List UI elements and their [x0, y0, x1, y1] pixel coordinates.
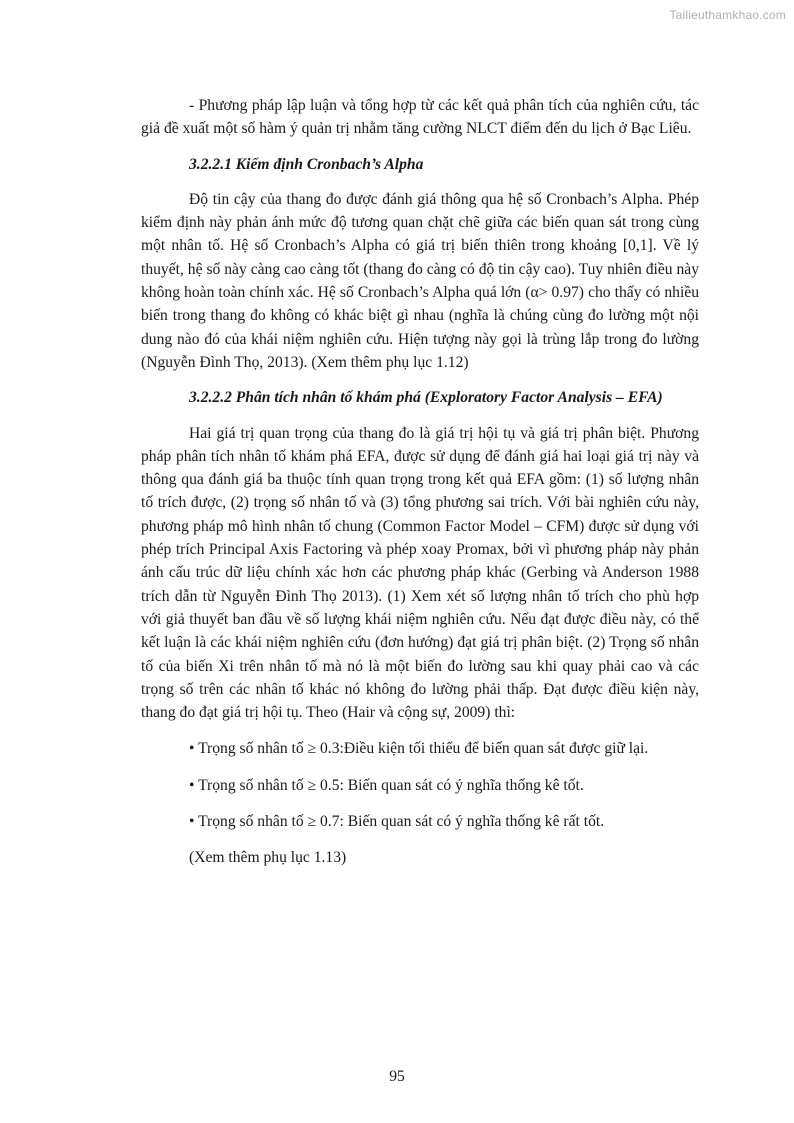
- bullet-loading-0-3: • Trọng số nhân tố ≥ 0.3:Điều kiện tối thiểu để biến quan sát được giữ lại.: [189, 740, 649, 758]
- page-number: 95: [389, 1068, 405, 1085]
- page-body: [141, 94, 699, 870]
- heading-efa: 3.2.2.2 Phân tích nhân tố khám phá (Exploratory Factor Analysis – EFA): [189, 389, 663, 407]
- bullet-loading-0-7: • Trọng số nhân tố ≥ 0.7: Biến quan sát có ý nghĩa thống kê rất tốt.: [189, 813, 605, 831]
- watermark: Tailieuthamkhao.com: [669, 8, 786, 22]
- paragraph-efa: Hai giá trị quan trọng của thang đo là giá trị hội tụ và giá trị phân biệt. Phương pháp phân tích nhân tố khám phá EFA, được sử dụng để đánh giá hai loại giá trị này và thông qua đánh giá ba thuộc tính quan trọng trong kết quả EFA gồm: (1) số lượng nhân tố trích được, (2) trọng số nhân tố và (3) tổng phương sai trích. Với bài nghiên cứu này, phương pháp mô hình nhân tố chung (Common Factor Model – CFM) được sử dụng với phép trích Principal Axis Factoring và phép xoay Promax, bởi vì phương pháp này phản ánh cấu trúc dữ liệu chính xác hơn các phương pháp khác (Gerbing và Anderson 1988 trích dẫn từ Nguyễn Đình Thọ 2013). (1) Xem xét số lượng nhân tố trích cho phù hợp với giả thuyết ban đầu về số lượng khái niệm nghiên cứu. Nếu đạt được điều này, có thể kết luận là các khái niệm nghiên cứu (đơn hướng) đạt giá trị phân biệt. (2) Trọng số nhân tố của biến Xi trên nhân tố mà nó là một biến đo lường sau khi quay phải cao và các trọng số trên các nhân tố khác nó không đo lường phải thấp. Đạt được điều kiện này, thang đo đạt giá trị hội tụ. Theo (Hair và cộng sự, 2009) thì:: [141, 424, 699, 722]
- bullet-loading-0-5: • Trọng số nhân tố ≥ 0.5: Biến quan sát có ý nghĩa thống kê tốt.: [189, 776, 584, 794]
- appendix-reference: (Xem thêm phụ lục 1.13): [189, 849, 347, 867]
- paragraph-methods-summary: - Phương pháp lập luận và tổng hợp từ các kết quả phân tích của nghiên cứu, tác giả đề xuất một số hàm ý quản trị nhằm tăng cường NLCT điểm đến du lịch ở Bạc Liêu.: [141, 97, 699, 138]
- heading-cronbach-alpha: 3.2.2.1 Kiểm định Cronbach’s Alpha: [189, 155, 424, 173]
- paragraph-cronbach-alpha: Độ tin cậy của thang đo được đánh giá thông qua hệ số Cronbach’s Alpha. Phép kiểm định này phản ánh mức độ tương quan chặt chẽ giữa các biến quan sát trong cùng một nhân tố. Hệ số Cronbach’s Alpha có giá trị biến thiên trong khoảng [0,1]. Về lý thuyết, hệ số này càng cao càng tốt (thang đo càng có độ tin cậy cao). Tuy nhiên điều này không hoàn toàn chính xác. Hệ số Cronbach’s Alpha quá lớn (α> 0.97) cho thấy có nhiều biến trong thang đo không có khác biệt gì nhau (nghĩa là chúng cùng đo lường một nội dung nào đó của khái niệm nghiên cứu. Hiện tượng này gọi là trùng lắp trong đo lường (Nguyễn Đình Thọ, 2013). (Xem thêm phụ lục 1.12): [141, 190, 699, 371]
